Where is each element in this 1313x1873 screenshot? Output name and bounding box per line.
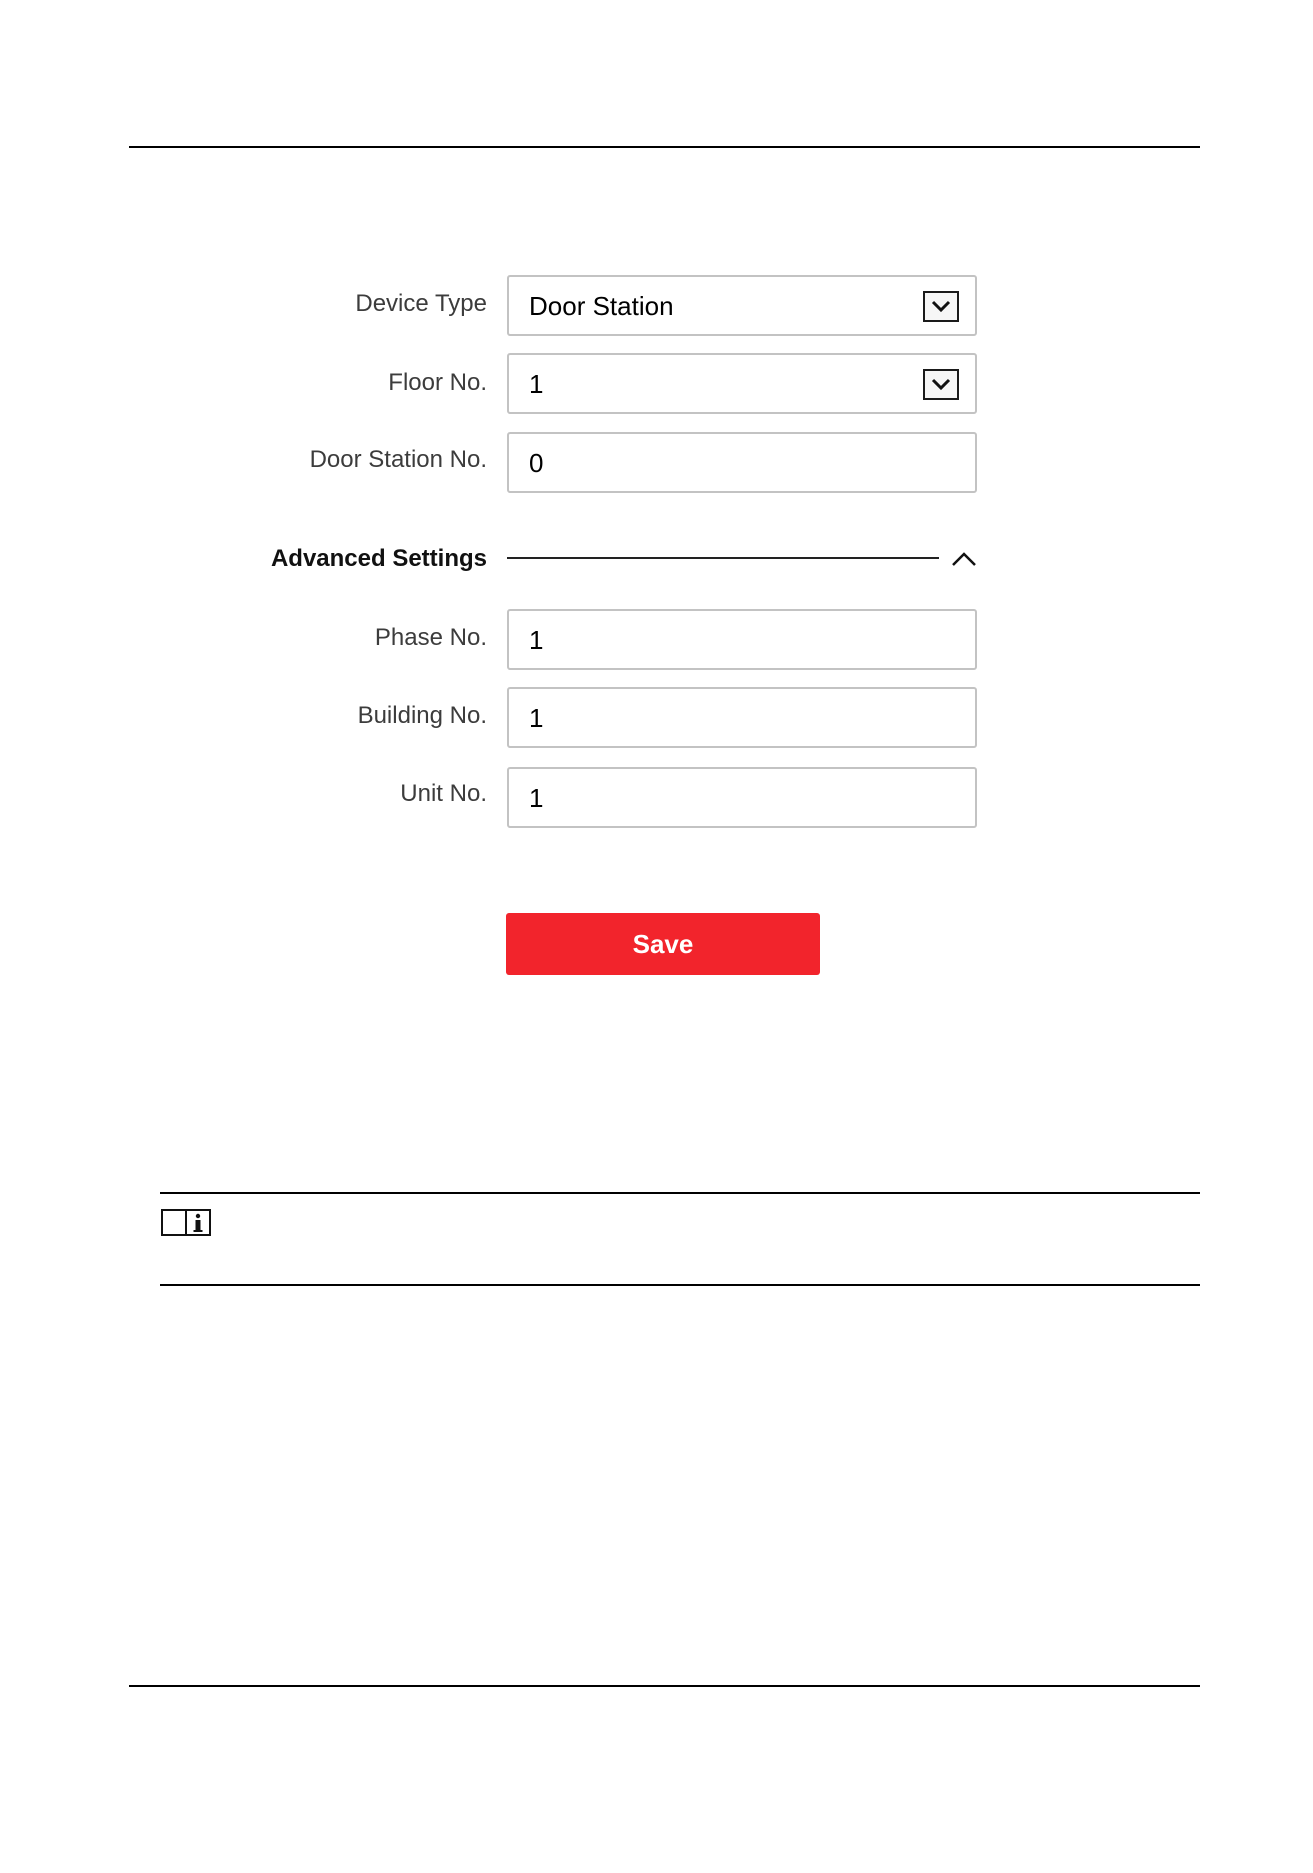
building-no-value: 1	[529, 703, 544, 733]
device-type-dropdown-button[interactable]	[923, 291, 959, 322]
floor-no-dropdown-button[interactable]	[923, 369, 959, 400]
door-station-no-value: 0	[529, 448, 544, 478]
device-type-label: Device Type	[355, 290, 487, 317]
chevron-up-icon	[950, 550, 978, 568]
note-top-rule	[160, 1192, 1200, 1194]
floor-no-value: 1	[529, 369, 544, 399]
device-type-select[interactable]	[507, 275, 977, 336]
device-type-value: Door Station	[529, 291, 674, 321]
door-station-no-input[interactable]	[507, 432, 977, 493]
footer-rule	[129, 1685, 1200, 1687]
building-no-label: Building No.	[357, 702, 487, 729]
phase-no-value: 1	[529, 625, 544, 655]
phase-no-input[interactable]	[507, 609, 977, 670]
unit-no-input[interactable]	[507, 767, 977, 828]
chevron-down-icon	[931, 299, 951, 314]
unit-no-value: 1	[529, 783, 544, 813]
door-station-no-label: Door Station No.	[309, 446, 487, 473]
note-bottom-rule	[160, 1284, 1200, 1286]
chevron-down-icon	[931, 377, 951, 392]
note-info-icon	[160, 1205, 212, 1242]
building-no-input[interactable]	[507, 687, 977, 748]
unit-no-label: Unit No.	[400, 780, 487, 807]
floor-no-label: Floor No.	[388, 369, 487, 396]
save-button[interactable]: Save	[506, 913, 820, 975]
advanced-settings-title: Advanced Settings	[270, 545, 487, 572]
header-rule	[129, 146, 1200, 148]
floor-no-select[interactable]	[507, 353, 977, 414]
phase-no-label: Phase No.	[374, 624, 487, 651]
advanced-settings-divider	[507, 557, 939, 559]
advanced-settings-collapse-toggle[interactable]	[950, 550, 978, 573]
